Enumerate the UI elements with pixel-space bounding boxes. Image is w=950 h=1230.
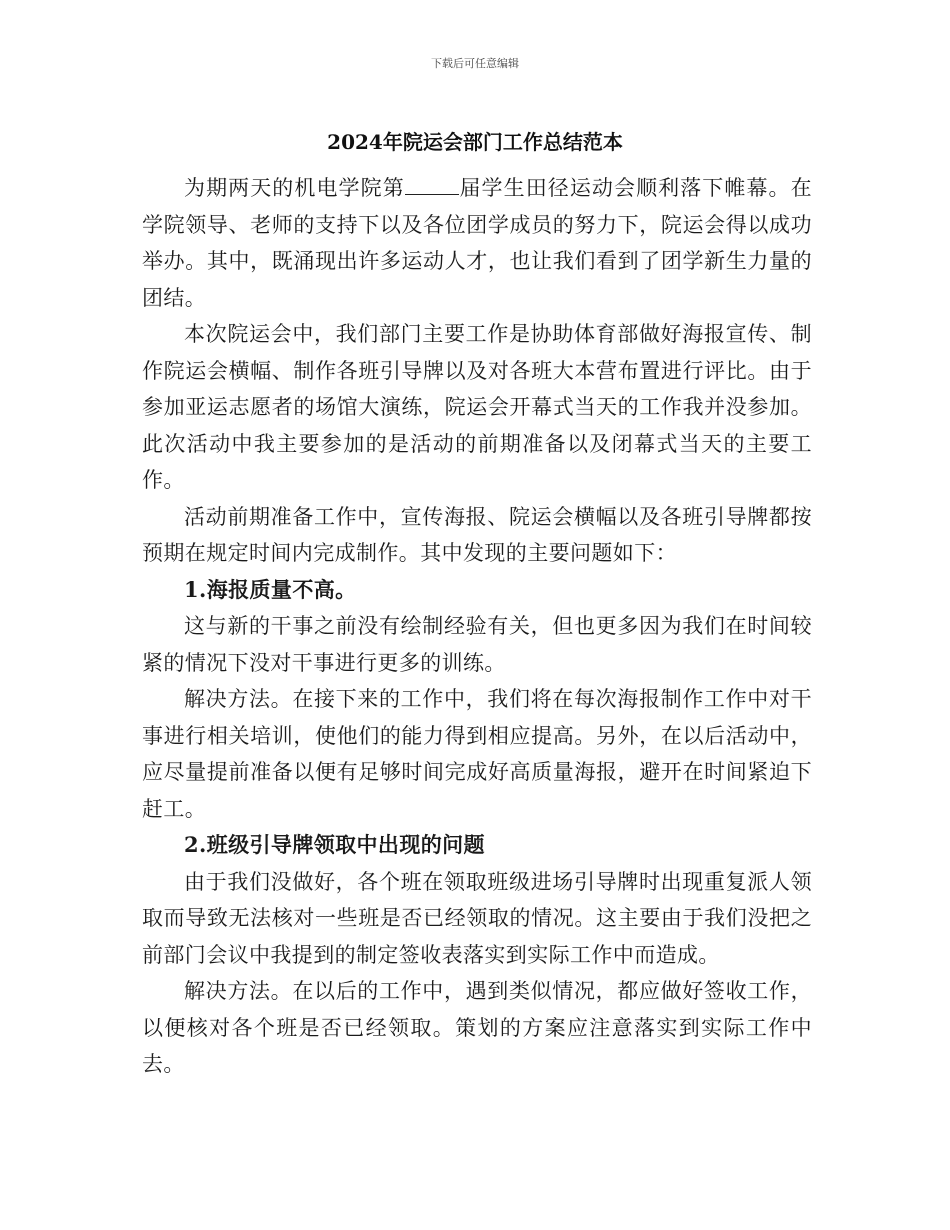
paragraph-intro-part1: 为期两天的机电学院第 [184,176,405,200]
paragraph-work-overview: 本次院运会中，我们部门主要工作是协助体育部做好海报宣传、制作院运会横幅、制作各班引导牌以及对各班大本营布置进行评比。由于参加亚运志愿者的场馆大演练，院运会开幕式当天的工作我并没参加。此次活动中我主要参加的是活动的前期准备以及闭幕式当天的主要工作。 [142,322,812,492]
document-title: 2024年院运会部门工作总结范本 [327,130,623,154]
heading-sign-collection: 2.班级引导牌领取中出现的问题 [184,832,485,857]
document-body [142,170,812,1083]
header-note: 下载后可任意编辑 [431,57,519,70]
paragraph-intro [142,170,812,316]
paragraph-intro-part2: 届学生田径运动会顺利落下帷幕。在学院领导、老师的支持下以及各位团学成员的努力下，院运会得以成功举办。其中，既涌现出许多运动人才，也让我们看到了团学新生力量的团结。 [142,176,813,310]
paragraph-preparation: 活动前期准备工作中，宣传海报、院运会横幅以及各班引导牌都按预期在规定时间内完成制作。其中发现的主要问题如下： [142,504,812,565]
paragraph-sign-cause: 由于我们没做好，各个班在领取班级进场引导牌时出现重复派人领取而导致无法核对一些班是否已经领取的情况。这主要由于我们没把之前部门会议中我提到的制定签收表落实到实际工作中而造成。 [142,869,812,967]
paragraph-sign-solution: 解决方法。在以后的工作中，遇到类似情况，都应做好签收工作，以便核对各个班是否已经领取。策划的方案应注意落实到实际工作中去。 [142,979,812,1076]
paragraph-poster-solution: 解决方法。在接下来的工作中，我们将在每次海报制作工作中对干事进行相关培训，使他们的能力得到相应提高。另外，在以后活动中，应尽量提前准备以便有足够时间完成好高质量海报，避开在时间紧迫下赶工。 [142,687,812,821]
fill-in-blank [405,174,459,195]
paragraph-poster-cause: 这与新的干事之前没有绘制经验有关，但也更多因为我们在时间较紧的情况下没对干事进行更多的训练。 [142,614,812,675]
heading-poster-quality: 1.海报质量不高。 [184,576,357,602]
